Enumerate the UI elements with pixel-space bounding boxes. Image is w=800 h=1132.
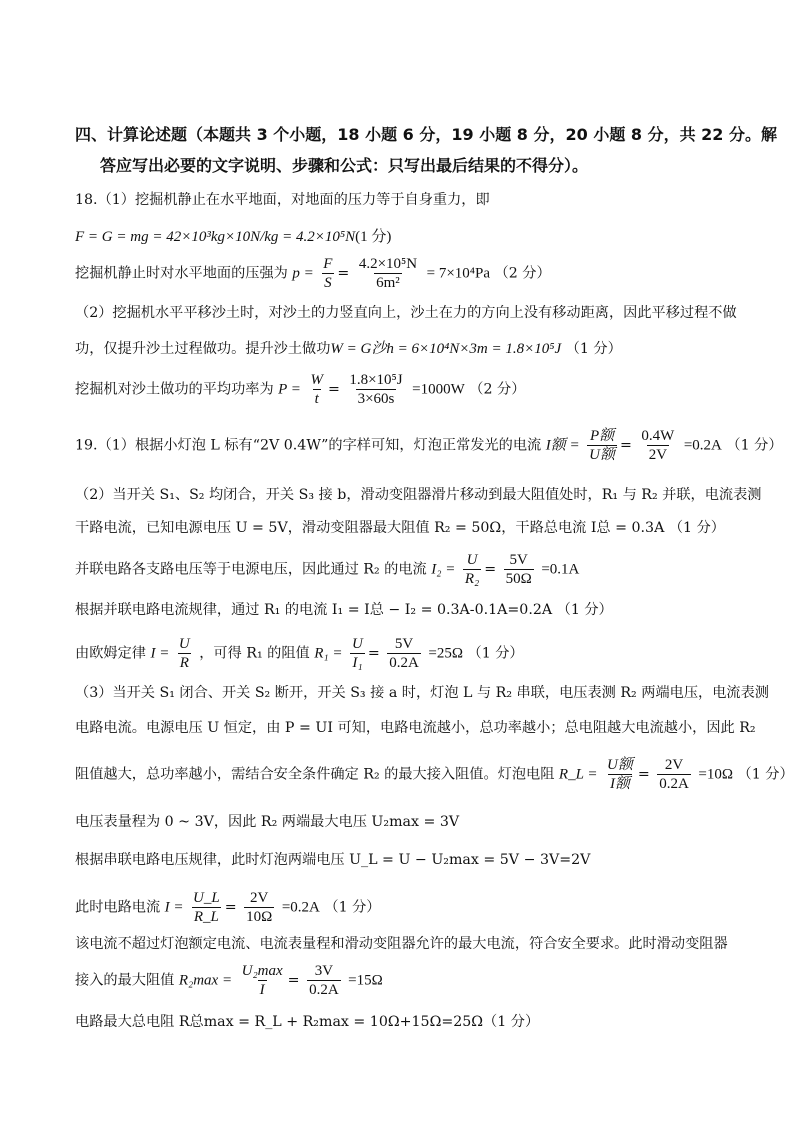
q18-power-result: =1000W bbox=[412, 381, 465, 398]
fraction-numerator: 2V bbox=[664, 757, 684, 773]
q19-fraction-U2max-over-I bbox=[240, 963, 285, 998]
fraction-numerator: U bbox=[466, 552, 478, 568]
fraction-denominator: 6m² bbox=[376, 275, 400, 291]
q19-voltmeter-range-line: 电压表量程为 0 ~ 3V，因此 R₂ 两端最大电压 U₂max = 3V bbox=[75, 814, 460, 830]
q18-pressure-lhs: p = bbox=[292, 265, 314, 282]
q19-fraction-I2-values bbox=[504, 552, 534, 587]
q19-total-resistance-text: 电路最大总电阻 R总max = R_L + R₂max = 10Ω+15Ω=25Ω bbox=[75, 1014, 484, 1030]
q18-score-2: （2 分） bbox=[494, 265, 551, 282]
fraction-denominator: R_L bbox=[193, 909, 219, 925]
fraction-denominator: 10Ω bbox=[246, 909, 273, 925]
q19-part3-line-1: （3）当开关 S₁ 闭合、开关 S₂ 断开，开关 S₃ 接 a 时，灯泡 L 与 R₂ 串联，电压表测 R₂ 两端电压，电流表测 bbox=[75, 685, 769, 701]
q18-score-3: （1 分） bbox=[565, 341, 622, 357]
q19-ohm-lhs: I = bbox=[150, 645, 170, 662]
fraction-numerator: 2V bbox=[250, 890, 269, 906]
q18-number: 18. bbox=[75, 192, 98, 208]
fraction-denominator: I bbox=[259, 982, 265, 998]
q19-ohm-text-1: 由欧姆定律 bbox=[75, 645, 146, 662]
fraction-numerator: P额 bbox=[589, 428, 615, 444]
q19-I2-result: =0.1A bbox=[541, 561, 580, 578]
q19-fraction-I-values bbox=[244, 890, 274, 925]
q19-fraction-R1-values bbox=[387, 636, 421, 671]
q19-fraction-U-over-R bbox=[177, 636, 192, 671]
fraction-numerator: U_L bbox=[193, 890, 220, 906]
q19-fraction-rated-values bbox=[639, 428, 676, 463]
q18-weight-equation bbox=[75, 227, 391, 247]
q19-RL-result: =10Ω bbox=[698, 766, 734, 783]
q19-rated-current-lhs: I额 = bbox=[545, 437, 580, 454]
fraction-numerator: W bbox=[310, 372, 323, 388]
q19-part2-text: 干路电流，已知电源电压 U = 5V，滑动变阻器最大阻值 R₂ = 50Ω，干路总电流 I总 = 0.3A bbox=[75, 520, 665, 536]
q19-parallel-current-line bbox=[75, 600, 613, 620]
q18-pressure-text: 挖掘机静止时对水平地面的压强为 bbox=[75, 265, 288, 282]
q19-series-voltage-line: 根据串联电路电压规律，此时灯泡两端电压 U_L = U − U₂max = 5V − 3V=2V bbox=[75, 852, 591, 868]
fraction-denominator: R bbox=[179, 655, 189, 671]
q18-part2-line-2 bbox=[75, 339, 622, 359]
q19-part2-line-2 bbox=[75, 518, 725, 538]
fraction-denominator: 3×60s bbox=[357, 391, 395, 407]
q19-max-resistance-text: 接入的最大阻值 bbox=[75, 972, 175, 989]
q19-fraction-UL-over-RL bbox=[191, 890, 222, 925]
fraction-denominator: t bbox=[314, 391, 319, 407]
q19-max-resistance-line: 接入的最大阻值 R₂max = U₂max I = $\frac{3V}{0.2A}$ =15Ω bbox=[75, 963, 383, 998]
q19-total-resistance-line bbox=[75, 1012, 539, 1032]
q19-score-2: （1 分） bbox=[668, 520, 725, 536]
q19-fraction-U-over-I-rated bbox=[605, 757, 635, 792]
q19-R1-result: =25Ω bbox=[428, 645, 463, 662]
q19-ohm-text-2: ，可得 R₁ 的阻值 bbox=[199, 645, 310, 662]
q18-score-4: （2 分） bbox=[469, 381, 526, 398]
q18-fraction-F-over-S bbox=[321, 256, 334, 291]
q18-fraction-W-over-t bbox=[308, 372, 325, 407]
q19-part3-line-2: 电路电流。电源电压 U 恒定，由 P = UI 可知，电路电流越小，总功率越小；总电阻越大电流越小，因此 R₂ bbox=[75, 720, 756, 736]
fraction-denominator: I₁ bbox=[352, 655, 363, 671]
q18-power-text: 挖掘机对沙土做功的平均功率为 bbox=[75, 381, 274, 398]
fraction-denominator: 0.2A bbox=[659, 776, 689, 792]
q19-score-1: （1 分） bbox=[726, 437, 783, 454]
q19-score-5: （1 分） bbox=[737, 766, 794, 783]
q19-fraction-RL-values bbox=[657, 757, 691, 792]
q19-rated-current-result: =0.2A bbox=[683, 437, 722, 454]
q18-part2-line-1: （2）挖掘机水平平移沙土时，对沙土的力竖直向上，沙土在力的方向上没有移动距离，因此平移过程不做 bbox=[75, 305, 737, 321]
q18-part1-text: （1）挖掘机静止在水平地面，对地面的压力等于自身重力，即 bbox=[97, 192, 490, 208]
q18-pressure-line: 挖掘机静止时对水平地面的压强为 p = $\frac{F}{S}$ = $\frac{\text{4.2×10⁵N}}{\text{6m²}}$ = 7×10⁴Pa （2 分） bbox=[75, 256, 551, 291]
q19-fraction-P-over-U bbox=[587, 428, 617, 463]
q19-part3-line-3: 阻值越大，总功率越小，需结合安全条件确定 R₂ 的最大接入阻值。灯泡电阻 R_L = U额 I额 = $\frac{2V}{0.2A}$ =10Ω （1 分） bbox=[75, 757, 794, 792]
q19-score-4: （1 分） bbox=[467, 645, 524, 662]
q18-fraction-values bbox=[357, 256, 419, 291]
fraction-numerator: U₂max bbox=[241, 963, 283, 979]
q19-score-3: （1 分） bbox=[556, 602, 613, 618]
q19-fraction-U-over-I1 bbox=[350, 636, 365, 671]
q18-score-1: (1 分) bbox=[355, 229, 392, 245]
fraction-numerator: U额 bbox=[607, 757, 633, 773]
fraction-numerator: U bbox=[352, 636, 363, 652]
q19-I1-text: 根据并联电路电流规律，通过 R₁ 的电流 I₁ = I总 − I₂ = 0.3A-0.1A=0.2A bbox=[75, 602, 553, 618]
fraction-denominator: 50Ω bbox=[505, 571, 532, 587]
fraction-numerator: F bbox=[323, 256, 333, 272]
section-heading-line-2: 答应写出必要的文字说明、步骤和公式：只写出最后结果的不得分）。 bbox=[100, 156, 589, 175]
fraction-numerator: U bbox=[178, 636, 190, 652]
q19-I-lhs: I = bbox=[164, 899, 184, 916]
q18-part2-text: 功，仅提升沙土过程做功。提升沙土做功 bbox=[75, 341, 331, 357]
fraction-numerator: 4.2×10⁵N bbox=[358, 256, 418, 272]
q19-score-6: （1 分） bbox=[324, 899, 381, 916]
q19-part1-text: （1）根据小灯泡 L 标有“2V 0.4W”的字样可知，灯泡正常发光的电流 bbox=[97, 437, 542, 454]
fraction-denominator: U额 bbox=[589, 447, 615, 463]
q18-part1 bbox=[75, 190, 490, 210]
q18-pressure-result: = 7×10⁴Pa bbox=[426, 265, 491, 282]
q19-part1: 19.（1）根据小灯泡 L 标有“2V 0.4W”的字样可知，灯泡正常发光的电流 I额 = P额 U额 = $\frac{0.4W}{2V}$ =0.2A （1 分） bbox=[75, 428, 783, 463]
q19-branch-current-line: 并联电路各支路电压等于电源电压，因此通过 R₂ 的电流 I₂ = $\frac{U}{\text{R₂}}$ = $\frac{5V}{50\Omega}$ =0.1A bbox=[75, 552, 580, 587]
q18-power-line: 挖掘机对沙土做功的平均功率为 P = $\frac{W}{t}$ = $\frac{\text{1.8×10⁵J}}{3\times 60s}$ =1000W （2 分） bbox=[75, 372, 526, 407]
fraction-denominator: I额 bbox=[609, 776, 630, 792]
fraction-numerator: 1.8×10⁵J bbox=[349, 372, 403, 388]
fraction-denominator: 2V bbox=[648, 447, 668, 463]
q18-fraction-power-values bbox=[347, 372, 404, 407]
q19-RL-lhs: R_L = bbox=[558, 766, 598, 783]
q18-work-equation: W = G沙h = 6×10⁴N×3m = 1.8×10⁵J bbox=[330, 341, 562, 357]
q19-circuit-current-text: 此时电路电流 bbox=[75, 899, 161, 916]
q19-branch-text: 并联电路各支路电压等于电源电压，因此通过 R₂ 的电流 bbox=[75, 561, 427, 578]
q19-number: 19. bbox=[75, 437, 98, 454]
fraction-denominator: 0.2A bbox=[309, 982, 339, 998]
q19-score-7: （1 分） bbox=[483, 1014, 540, 1030]
q19-R1-lhs: R₁ = bbox=[314, 645, 343, 662]
q18-eq-F: F = G = mg = 42×10³kg×10N/kg = 4.2×10⁵N bbox=[75, 229, 356, 245]
fraction-denominator: 0.2A bbox=[389, 655, 419, 671]
fraction-numerator: 5V bbox=[509, 552, 528, 568]
q19-fraction-R2max-values bbox=[307, 963, 341, 998]
q19-safety-line: 该电流不超过灯泡额定电流、电流表量程和滑动变阻器允许的最大电流，符合安全要求。此时滑动变阻器 bbox=[75, 936, 728, 952]
section-heading-line-1: 四、计算论述题（本题共 3 个小题，18 小题 6 分，19 小题 8 分，20 小题 8 分，共 22 分。解 bbox=[75, 125, 778, 144]
q19-R2max-result: =15Ω bbox=[348, 972, 383, 989]
q19-fraction-U-over-R2 bbox=[463, 552, 481, 587]
q19-ohms-law-line: 由欧姆定律 I = $\frac{U}{R}$ ，可得 R₁ 的阻值 R₁ = $\frac{U}{\text{I₁}}$ = $\frac{5V}{0.2A}$ =25Ω （1 分） bbox=[75, 636, 524, 671]
q19-part3-text: 阻值越大，总功率越小，需结合安全条件确定 R₂ 的最大接入阻值。灯泡电阻 bbox=[75, 766, 555, 783]
q19-circuit-current-line: 此时电路电流 I = $\frac{U\_L}{R\_L}$ = $\frac{2V}{10\Omega}$ =0.2A （1 分） bbox=[75, 890, 381, 925]
q19-I-result: =0.2A bbox=[281, 899, 320, 916]
q19-part2-line-1: （2）当开关 S₁、S₂ 均闭合，开关 S₃ 接 b，滑动变阻器滑片移动到最大阻值处时，R₁ 与 R₂ 并联，电流表测 bbox=[75, 487, 762, 503]
fraction-denominator: S bbox=[324, 275, 332, 291]
fraction-numerator: 3V bbox=[314, 963, 334, 979]
fraction-denominator: R₂ bbox=[464, 571, 480, 587]
q19-I2-lhs: I₂ = bbox=[431, 561, 456, 578]
fraction-numerator: 0.4W bbox=[641, 428, 675, 444]
fraction-numerator: 5V bbox=[394, 636, 414, 652]
q18-power-lhs: P = bbox=[278, 381, 301, 398]
q19-R2max-lhs: R₂max = bbox=[178, 972, 233, 989]
